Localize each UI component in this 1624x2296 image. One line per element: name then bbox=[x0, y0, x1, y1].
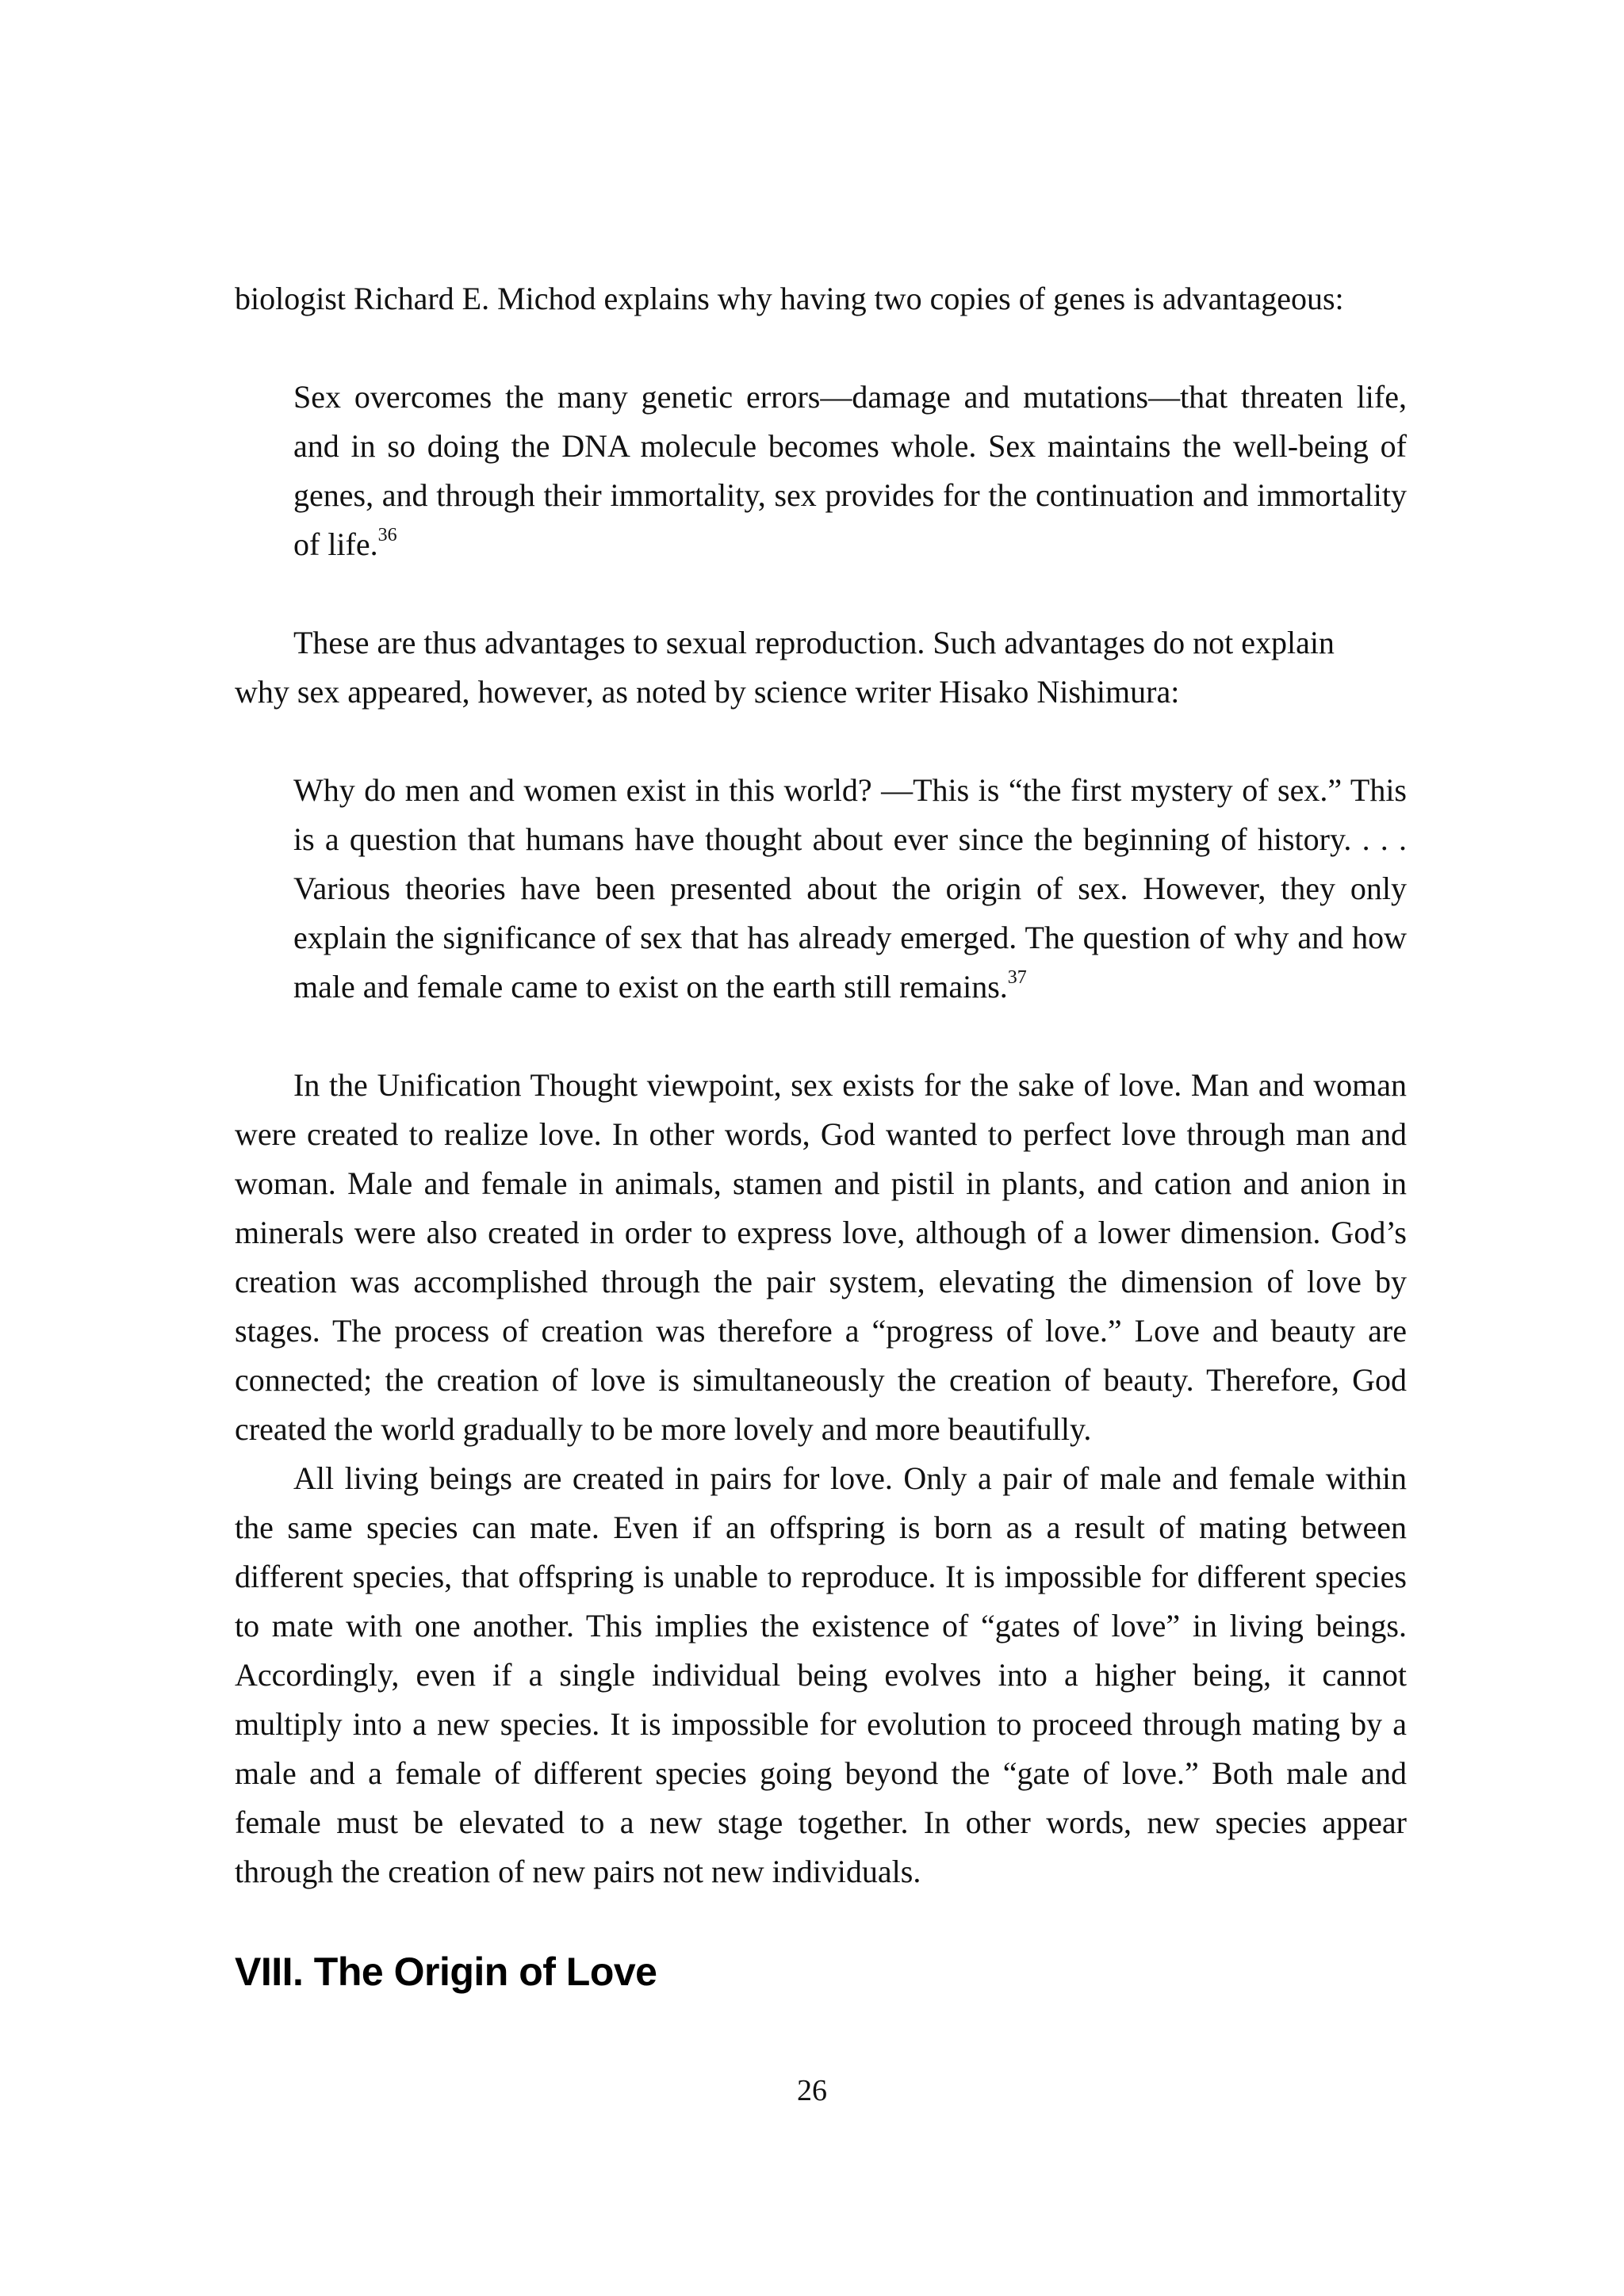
lead-in-sentence: biologist Richard E. Michod explains why having two copies of genes is advantageous: bbox=[235, 281, 1344, 316]
block-quote-text: Why do men and women exist in this world? —This is “the first mystery of sex.” This is a question that humans have thought about ever since the beginning of history. . . . Various theories have been presented about the origin of sex. However, they only explain the significance of sex that has already emerged. The question of why and how male and female came to exist on the earth still remains. bbox=[293, 772, 1407, 1004]
paragraph-advantages-line1: These are thus advantages to sexual reproduction. Such advantages do not explain bbox=[293, 625, 1335, 660]
block-quote-text: Sex overcomes the many genetic errors—damage and mutations—that threaten life, and in so doing the DNA molecule becomes whole. Sex maintains the well-being of genes, and through their immortality, sex provides for the continuation and immortality of life. bbox=[293, 379, 1407, 562]
spacer bbox=[235, 569, 1407, 618]
spacer bbox=[235, 323, 1407, 373]
spacer bbox=[235, 1012, 1407, 1061]
paragraph-advantages-line2: why sex appeared, however, as noted by science writer Hisako Nishimura: bbox=[235, 674, 1180, 710]
page-body bbox=[235, 274, 1407, 1996]
block-quote-nishimura bbox=[293, 766, 1407, 1012]
spacer bbox=[235, 717, 1407, 766]
block-quote-michod bbox=[293, 373, 1407, 569]
paragraph-unification-thought: In the Unification Thought viewpoint, sex exists for the sake of love. Man and woman were created to realize love. In other words, God wanted to perfect love through man and woman. Male and female in animals, stamen and pistil in plants, and cation and anion in minerals were also created in order to express love, although of a lower dimension. God’s creation was accomplished through the pair system, elevating the dimension of love by stages. The process of creation was therefore a “progress of love.” Love and beauty are connected; the creation of love is simultaneously the creation of beauty. Therefore, God created the world gradually to be more lovely and more beautifully. bbox=[235, 1067, 1407, 1447]
footnote-marker: 36 bbox=[377, 524, 397, 545]
section-heading: VIII. The Origin of Love bbox=[235, 1950, 657, 1994]
paragraph-pairs-for-love: All living beings are created in pairs for love. Only a pair of male and female within the same species can mate. Even if an offspring is born as a result of mating between different species, that offspring is unable to reproduce. It is impossible for different species to mate with one another. This implies the existence of “gates of love” in living beings. Accordingly, even if a single individual being evolves into a higher being, it cannot multiply into a new species. It is impossible for evolution to proceed through mating by a male and a female of different species going beyond the “gate of love.” Both male and female must be elevated to a new stage together. In other words, new species appear through the creation of new pairs not new individuals. bbox=[235, 1460, 1407, 1889]
page-number: 26 bbox=[797, 2074, 827, 2107]
spacer bbox=[235, 1896, 1407, 1947]
paragraph-advantages bbox=[235, 618, 1407, 717]
footnote-marker: 37 bbox=[1007, 966, 1027, 988]
